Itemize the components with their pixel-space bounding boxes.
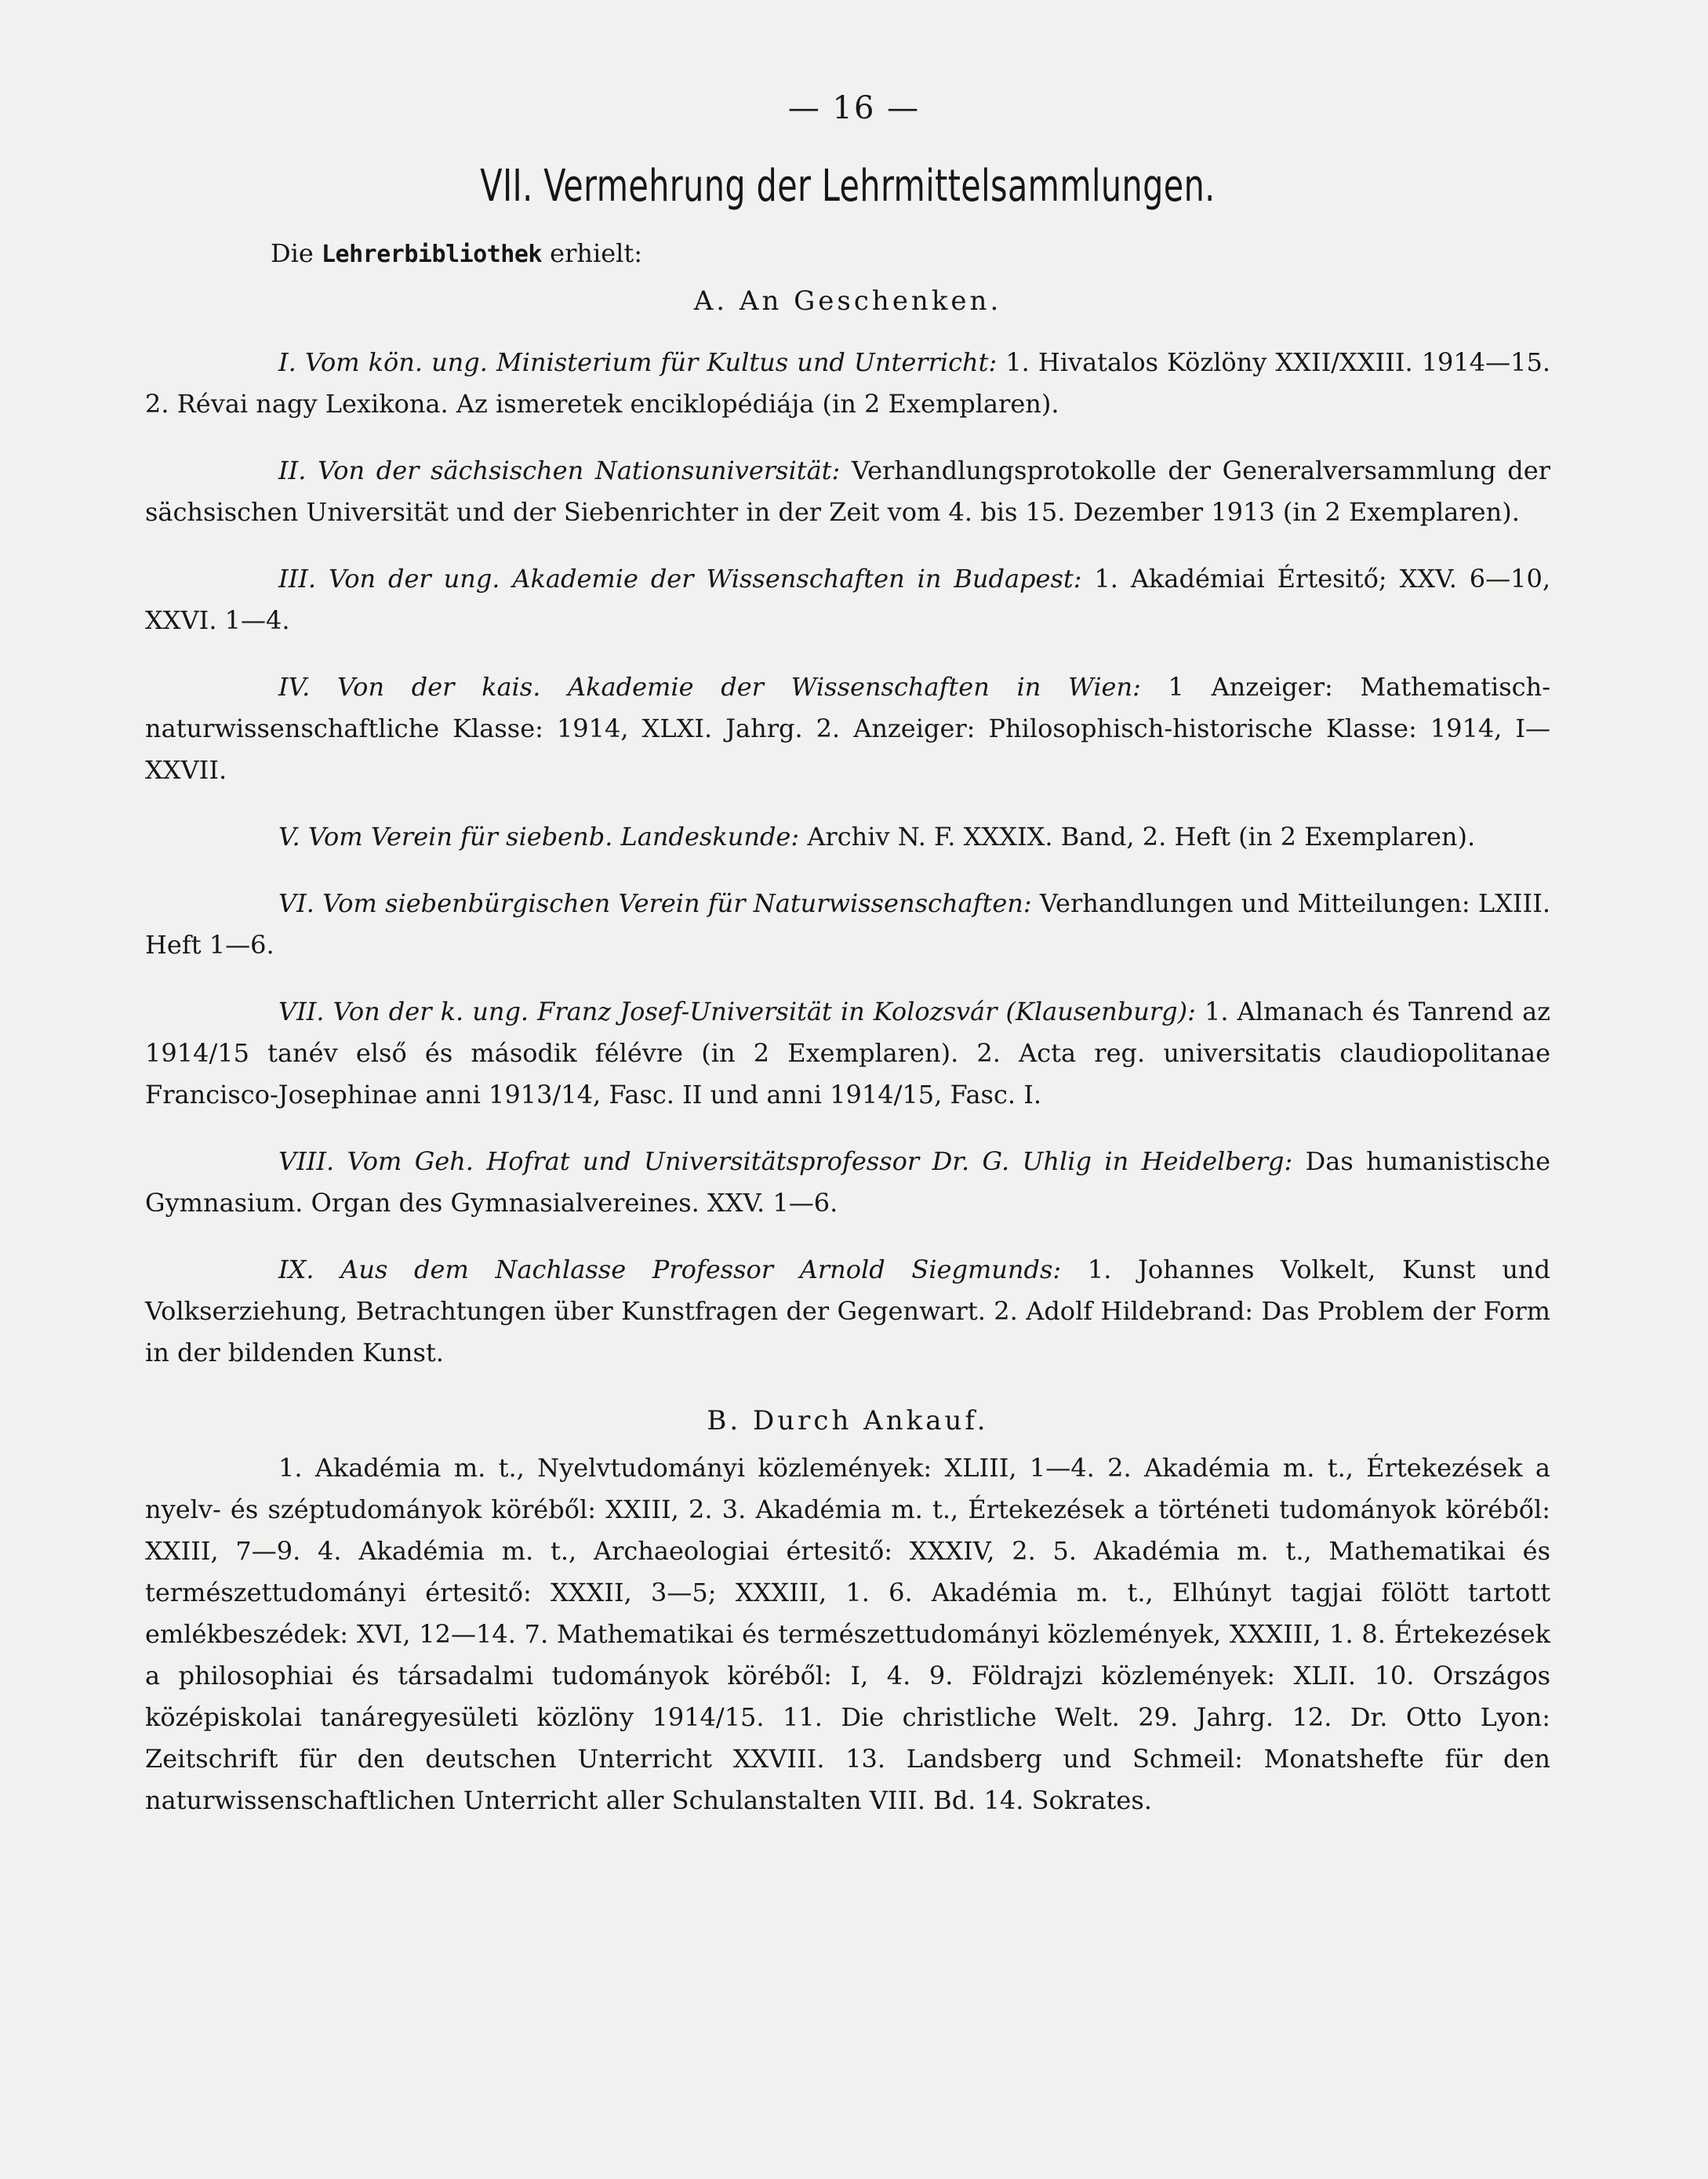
gift-entry-numeral: V. bbox=[278, 822, 300, 852]
gift-entry-numeral: IX. bbox=[278, 1255, 314, 1284]
intro-line bbox=[271, 238, 1550, 268]
gift-entry-source: Von der sächsischen Nationsuniversität: bbox=[318, 456, 841, 485]
purchase-paragraph: 1. Akadémia m. t., Nyelvtudományi közlemények: XLIII, 1—4. 2. Akadémia m. t., Értekezések a nyelv- és széptudományok köréből: XXIII, 2. 3. Akadémia m. t., Értekezések a történeti tudományok köréből: XXIII, 7—9. 4. Akadémia m. t., Archaeologiai értesitő: XXXIV, 2. 5. Akadémia m. t., Mathematikai és természettudományi értesitő: XXXII, 3—5; XXXIII, 1. 6. Akadémia m. t., Elhúnyt tagjai fölött tartott emlékbeszédek: XVI, 12—14. 7. Mathematikai és természettudományi közlemények, XXXIII, 1. 8. Értekezések a philosophiai és társadalmi tudományok köréből: I, 4. 9. Földrajzi közlemények: XLII. 10. Országos középiskolai tanáregyesületi közlöny 1914/15. 11. Die christliche Welt. 29. Jahrg. 12. Dr. Otto Lyon: Zeitschrift für den deutschen Unterricht XXVIII. 13. Landsberg und Schmeil: Monatshefte für den naturwissenschaftlichen Unterricht aller Schulanstalten VIII. Bd. 14. Sokrates. bbox=[145, 1453, 1550, 1815]
gift-entry bbox=[145, 991, 1550, 1116]
gift-entry-source: Vom Verein für siebenb. Landeskunde: bbox=[307, 822, 800, 852]
gift-entry-source: Von der kais. Akademie der Wissenschaften in Wien: bbox=[337, 672, 1141, 702]
gift-entry-text: Verhandlungsprotokolle der Generalversammlung der sächsischen Universität und der Siebenrichter in der Zeit vom 4. bis 15. Dezember 1913 (in 2 Exemplaren). bbox=[145, 456, 1551, 527]
intro-suffix: erhielt: bbox=[541, 238, 643, 268]
gift-entry-source: Von der ung. Akademie der Wissenschaften in Budapest: bbox=[329, 564, 1082, 594]
gift-entry bbox=[145, 883, 1550, 966]
section-heading: VII. Vermehrung der Lehrmittelsammlungen. bbox=[480, 161, 1216, 212]
gift-entry bbox=[145, 1141, 1550, 1224]
gift-entry-text: Verhandlungen und Mitteilungen: LXIII. Heft 1—6. bbox=[145, 888, 1550, 960]
gift-entry-source: Vom Geh. Hofrat und Universitätsprofessor Dr. G. Uhlig in Heidelberg: bbox=[347, 1146, 1293, 1176]
gift-entry-numeral: II. bbox=[278, 456, 307, 485]
gift-entry-source: Vom siebenbürgischen Verein für Naturwissenschaften: bbox=[322, 888, 1032, 918]
gift-entry-text: 1 Anzeiger: Mathematisch-naturwissenschaftliche Klasse: 1914, XLXI. Jahrg. 2. Anzeiger: Philosophisch-historische Klasse: 1914, I—XXVII. bbox=[145, 672, 1551, 785]
gift-entry bbox=[145, 342, 1550, 425]
gift-entry-source: Von der k. ung. Franz Josef-Universität in Kolozsvár (Klausenburg): bbox=[333, 997, 1196, 1026]
gift-entry bbox=[145, 816, 1550, 858]
gift-entry-text: 1. Akadémiai Értesitő; XXV. 6—10, XXVI. 1—4. bbox=[145, 564, 1551, 635]
gift-entry-source: Vom kön. ung. Ministerium für Kultus und Unterricht: bbox=[304, 347, 998, 377]
gift-entry-numeral: III. bbox=[278, 564, 317, 594]
gift-entry-text: 1. Almanach és Tanrend az 1914/15 tanév első és második félévre (in 2 Exemplaren). 2. Acta reg. universitatis claudiopolitanae Francisco-Josephinae anni 1913/14, Fasc. II und anni 1914/15, Fasc. I. bbox=[145, 997, 1551, 1109]
purchase-heading: B. Durch Ankauf. bbox=[707, 1405, 989, 1436]
gift-entry-text: Das humanistische Gymnasium. Organ des Gymnasialvereines. XXV. 1—6. bbox=[145, 1146, 1551, 1218]
gift-entry-numeral: VIII. bbox=[278, 1146, 335, 1176]
gift-entry-text: 1. Johannes Volkelt, Kunst und Volkserziehung, Betrachtungen über Kunstfragen der Gegenwart. 2. Adolf Hildebrand: Das Problem der Form in der bildenden Kunst. bbox=[145, 1255, 1551, 1367]
intro-bold-term: Lehrerbibliothek bbox=[322, 241, 542, 268]
gifts-heading: A. An Geschenken. bbox=[693, 285, 1002, 317]
intro-prefix: Die bbox=[271, 238, 322, 268]
gift-entry-numeral: I. bbox=[278, 347, 296, 377]
gift-entry bbox=[145, 558, 1550, 641]
gift-entry-source: Aus dem Nachlasse Professor Arnold Siegmunds: bbox=[340, 1255, 1062, 1284]
gift-entry-numeral: VI. bbox=[278, 888, 314, 918]
gifts-list bbox=[145, 342, 1550, 1374]
gift-entry-text: 1. Hivatalos Közlöny XXII/XXIII. 1914—15. 2. Révai nagy Lexikona. Az ismeretek enciklopédiája (in 2 Exemplaren). bbox=[145, 347, 1551, 419]
document-page bbox=[145, 90, 1550, 1840]
gift-entry-numeral: VII. bbox=[278, 997, 325, 1026]
gift-entry bbox=[145, 450, 1550, 533]
page-number: — 16 — bbox=[787, 90, 921, 126]
gift-entry bbox=[145, 1249, 1550, 1374]
gift-entry-numeral: IV. bbox=[278, 672, 311, 702]
gift-entry-text: Archiv N. F. XXXIX. Band, 2. Heft (in 2 Exemplaren). bbox=[799, 822, 1476, 852]
gift-entry bbox=[145, 666, 1550, 791]
